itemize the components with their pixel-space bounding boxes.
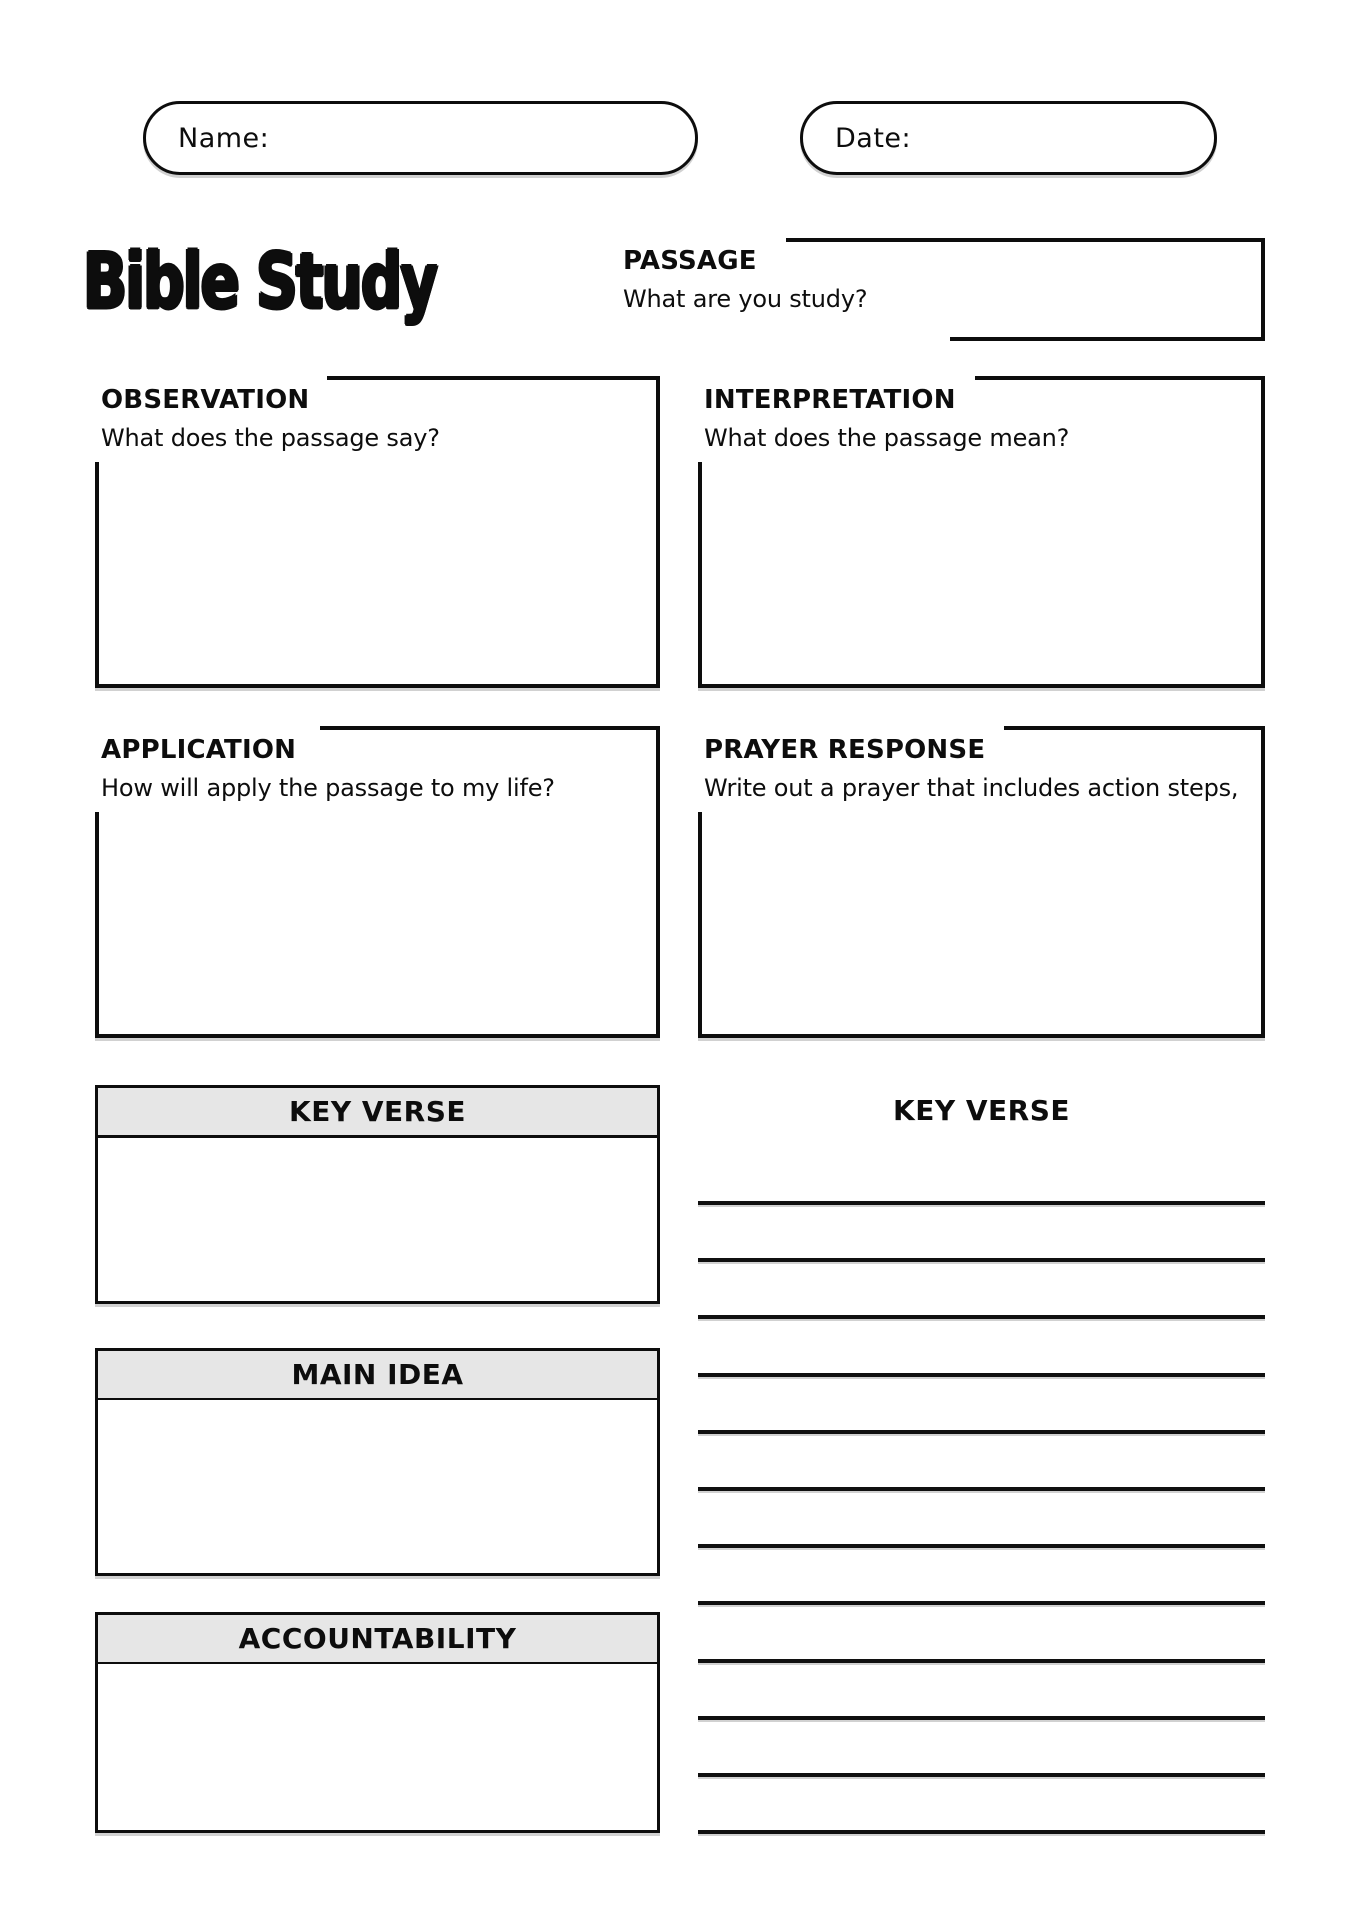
observation-subtitle: What does the passage say?	[101, 424, 440, 452]
writing-line[interactable]	[698, 1258, 1265, 1262]
name-field[interactable]	[143, 101, 698, 175]
application-title: APPLICATION	[101, 735, 297, 765]
passage-input-area[interactable]	[786, 238, 1265, 341]
writing-line[interactable]	[698, 1544, 1265, 1548]
name-label: Name:	[178, 122, 270, 154]
page-title: Bible Study	[83, 236, 437, 327]
main-idea-panel-header	[95, 1348, 660, 1401]
writing-line[interactable]	[698, 1716, 1265, 1720]
accountability-panel-title: ACCOUNTABILITY	[238, 1622, 517, 1655]
application-subtitle: How will apply the passage to my life?	[101, 774, 555, 802]
main-idea-input-area[interactable]	[95, 1400, 660, 1576]
prayer-response-title: PRAYER RESPONSE	[704, 735, 986, 765]
main-idea-panel-title: MAIN IDEA	[291, 1358, 464, 1391]
writing-line[interactable]	[698, 1430, 1265, 1434]
date-label: Date:	[835, 122, 912, 154]
writing-line[interactable]	[698, 1373, 1265, 1377]
interpretation-subtitle: What does the passage mean?	[704, 424, 1070, 452]
observation-title: OBSERVATION	[101, 385, 310, 415]
accountability-panel-header	[95, 1612, 660, 1665]
key-verse-input-area[interactable]	[95, 1138, 660, 1304]
key-verse-lines-title: KEY VERSE	[893, 1094, 1070, 1127]
interpretation-input-area[interactable]	[698, 376, 1265, 688]
passage-title: PASSAGE	[623, 246, 757, 276]
passage-subtitle: What are you study?	[623, 285, 868, 313]
accountability-input-area[interactable]	[95, 1664, 660, 1833]
writing-line[interactable]	[698, 1601, 1265, 1605]
writing-line[interactable]	[698, 1659, 1265, 1663]
key-verse-panel-title: KEY VERSE	[289, 1095, 466, 1128]
prayer-response-input-area[interactable]	[698, 726, 1265, 1038]
application-input-area[interactable]	[95, 726, 660, 1038]
date-field[interactable]	[800, 101, 1217, 175]
writing-line[interactable]	[698, 1201, 1265, 1205]
observation-input-area[interactable]	[95, 376, 660, 688]
writing-line[interactable]	[698, 1487, 1265, 1491]
observation-header	[95, 376, 440, 462]
writing-line[interactable]	[698, 1773, 1265, 1777]
prayer-response-subtitle: Write out a prayer that includes action steps,	[704, 774, 1239, 802]
interpretation-header	[698, 376, 1070, 462]
prayer-response-header	[698, 726, 1239, 812]
passage-box-bottom-line	[950, 337, 1265, 341]
interpretation-title: INTERPRETATION	[704, 385, 956, 415]
writing-line[interactable]	[698, 1315, 1265, 1319]
key-verse-panel-header	[95, 1085, 660, 1138]
key-verse-lines[interactable]	[698, 1201, 1265, 1838]
application-header	[95, 726, 555, 812]
writing-line[interactable]	[698, 1830, 1265, 1834]
